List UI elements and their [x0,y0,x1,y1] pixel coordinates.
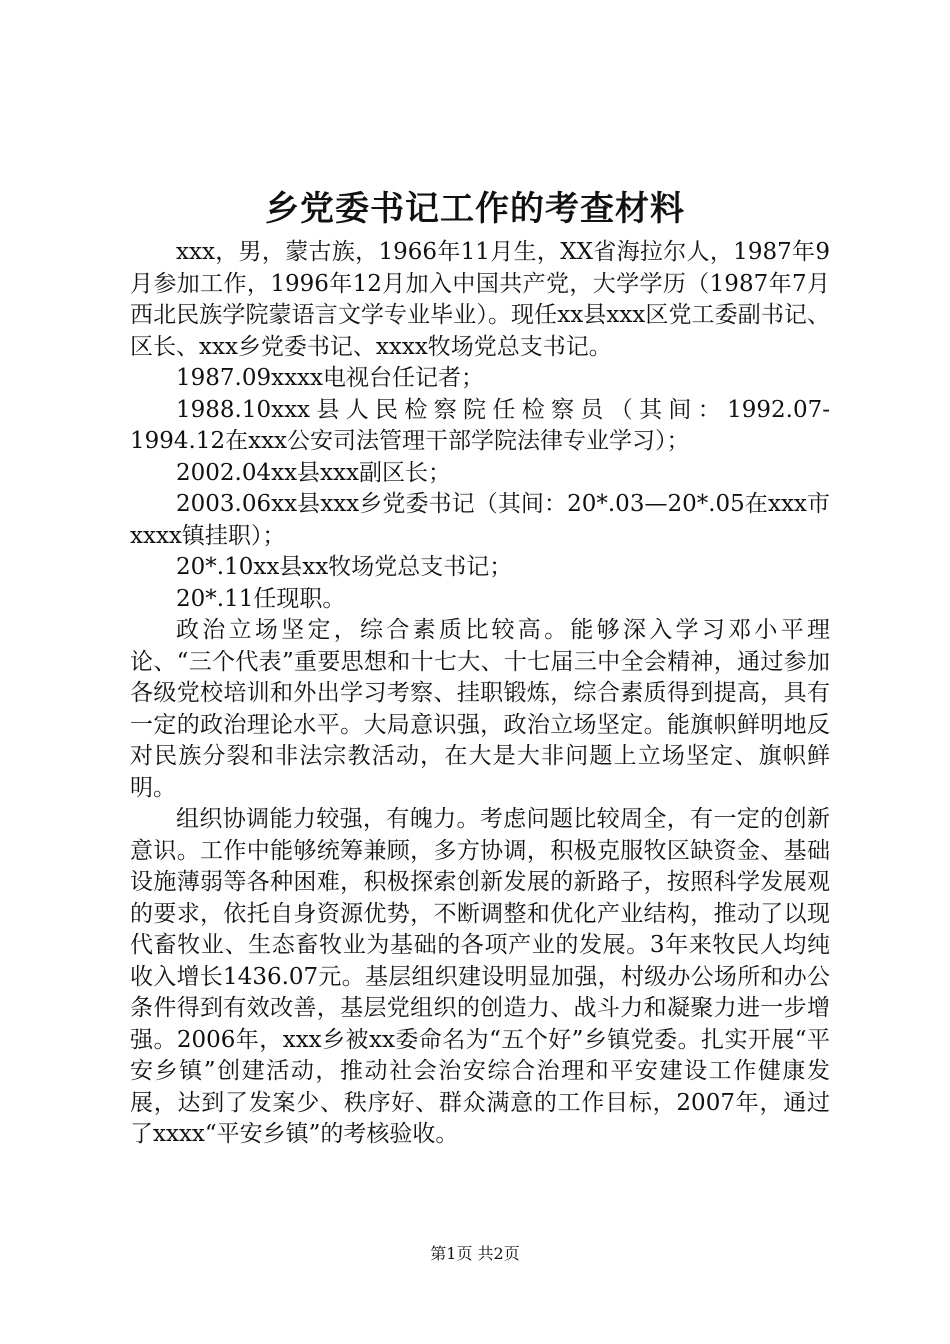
paragraph-career-2003: 2003.06xx县xxx乡党委书记（其间：20*.03—20*.05在xxx市xxxx镇挂职）； [130,491,830,549]
document-body [130,237,830,1151]
paragraph-career-current: 20*.11任现职。 [176,585,346,612]
page-indicator: 第1页 共2页 [430,1244,520,1263]
document-title: 乡党委书记工作的考查材料 [265,189,685,229]
paragraph-career-1987: 1987.09xxxx电视台任记者； [176,365,484,391]
paragraph-political-stance: 政治立场坚定，综合素质比较高。能够深入学习邓小平理论、“三个代表”重要思想和十七大、十七届三中全会精神，通过参加各级党校培训和外出学习考察、挂职锻炼，综合素质得到提高，具有一定的政治理论水平。大局意识强，政治立场坚定。能旗帜鲜明地反对民族分裂和非法宗教活动，在大是大非问题上立场坚定、旗帜鲜明。 [130,617,830,801]
paragraph-profile: xxx，男，蒙古族，1966年11月生，XX省海拉尔人，1987年9月参加工作，1996年12月加入中国共产党，大学学历（1987年7月西北民族学院蒙语言文学专业毕业）。现任xx县xxx区党工委副书记、区长、xxx乡党委书记、xxxx牧场党总支书记。 [130,239,830,360]
paragraph-career-pasture: 20*.10xx县xx牧场党总支书记； [176,554,513,580]
paragraph-career-2002: 2002.04xx县xxx副区长； [176,459,451,486]
paragraph-organization-ability: 组织协调能力较强，有魄力。考虑问题比较周全，有一定的创新意识。工作中能够统筹兼顾，多方协调，积极克服牧区缺资金、基础设施薄弱等各种困难，积极探索创新发展的新路子，按照科学发展观的要求，依托自身资源优势，不断调整和优化产业结构，推动了以现代畜牧业、生态畜牧业为基础的各项产业的发展。3年来牧民人均纯收入增长1436.07元。基层组织建设明显加强，村级办公场所和办公条件得到有效改善，基层党组织的创造力、战斗力和凝聚力进一步增强。2006年，xxx乡被xx委命名为“五个好”乡镇党委。扎实开展“平安乡镇”创建活动，推动社会治安综合治理和平安建设工作健康发展，达到了发案少、秩序好、群众满意的工作目标，2007年，通过了xxxx“平安乡镇”的考核验收。 [130,806,830,1147]
paragraph-career-1988: 1988.10xxx县人民检察院任检察员（其间：1992.07-1994.12在xxx公安司法管理干部学院法律专业学习）； [130,396,830,454]
